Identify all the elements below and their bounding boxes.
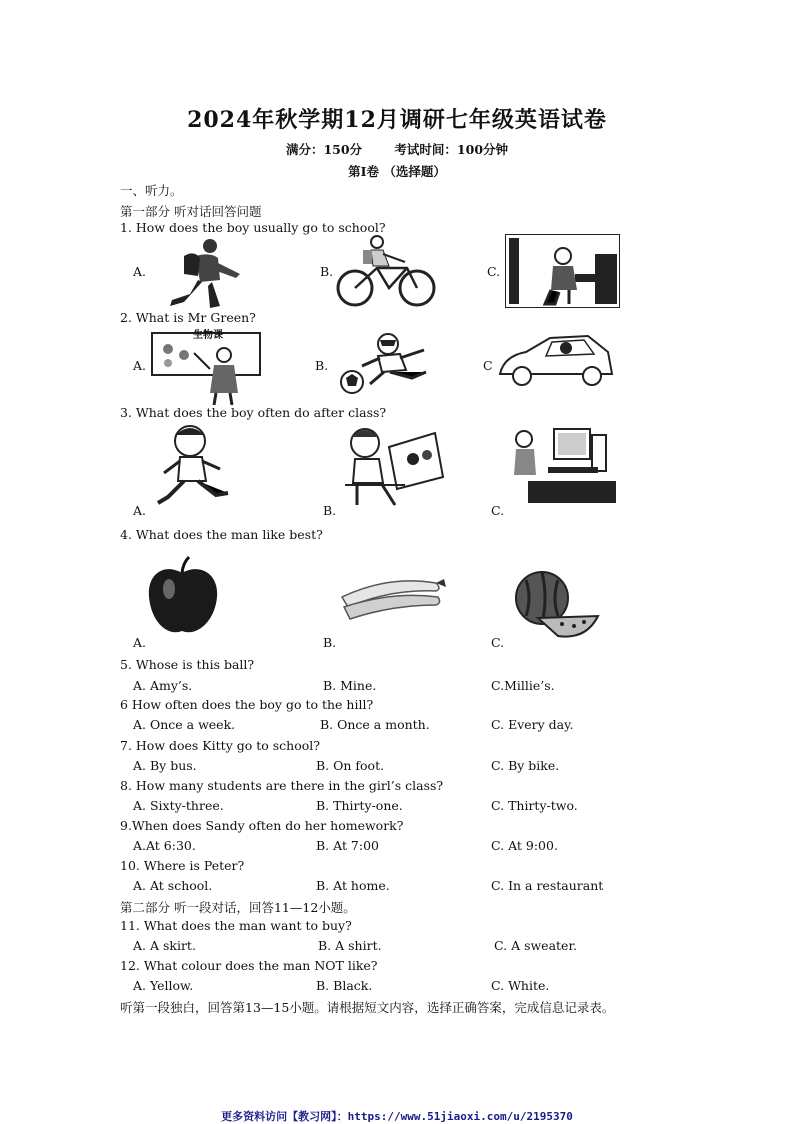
exam-meta: [0, 140, 794, 158]
q8-text: 8. How many students are there in the girl’s class?: [120, 778, 444, 793]
q2-option-a: A.: [133, 358, 147, 373]
page-title: 2024年秋学期12月调研七年级英语试卷: [187, 107, 607, 133]
q10-text: 10. Where is Peter?: [120, 858, 245, 873]
q6-option-a: A. Once a week.: [133, 717, 236, 732]
part1-heading: 第一部分 听对话回答问题: [120, 204, 262, 219]
q5-text: 5. Whose is this ball?: [120, 657, 255, 672]
q3-option-b: B.: [323, 503, 337, 518]
q11-option-c: C. A sweater.: [494, 938, 578, 953]
driver-car-icon: [496, 330, 614, 392]
monologue-instruction: 听第一段独白，回答第13—15小题。请根据短文内容，选择正确答案，完成信息记录表。: [120, 1000, 615, 1015]
computer-boy-icon: [508, 425, 618, 505]
q11-option-a: A. A skirt.: [133, 938, 196, 953]
q7-option-b: B. On foot.: [316, 758, 385, 773]
q5-option-c: C.Millie’s.: [491, 678, 555, 693]
soccer-boy-icon: [332, 328, 442, 396]
q1-option-b: B.: [320, 264, 334, 279]
q3-option-a: A.: [133, 503, 147, 518]
blackboard-label: 生物课: [193, 330, 223, 341]
q2-option-b: B.: [315, 358, 329, 373]
q3-option-c: C.: [491, 503, 505, 518]
q4-option-a: A.: [133, 635, 147, 650]
q12-option-a: A. Yellow.: [133, 978, 194, 993]
watermelon-icon: [512, 570, 602, 640]
section-heading: 一、听力。: [120, 183, 183, 198]
q6-option-b: B. Once a month.: [320, 717, 430, 732]
q6-option-c: C. Every day.: [491, 717, 574, 732]
q4-option-b: B.: [323, 635, 337, 650]
q1-text: 1. How does the boy usually go to school?: [120, 220, 386, 235]
q9-option-c: C. At 9:00.: [491, 838, 558, 853]
bicycle-boy-icon: [333, 234, 443, 308]
q10-option-b: B. At home.: [316, 878, 390, 893]
q12-text: 12. What colour does the man NOT like?: [120, 958, 378, 973]
q4-option-c: C.: [491, 635, 505, 650]
q7-option-a: A. By bus.: [133, 758, 197, 773]
q10-option-c: C. In a restaurant: [491, 878, 604, 893]
footer-link[interactable]: 更多资料访问【教习网】：https://www.51jiaoxi.com/u/2195370: [221, 1110, 573, 1123]
q2-text: 2. What is Mr Green?: [120, 310, 256, 325]
banana-icon: [338, 567, 448, 627]
q5-option-b: B. Mine.: [323, 678, 377, 693]
running-boy-icon: [150, 423, 240, 513]
q12-option-c: C. White.: [491, 978, 550, 993]
q2-option-c: C: [483, 358, 493, 373]
q8-option-c: C. Thirty-two.: [491, 798, 578, 813]
apple-icon: [145, 555, 220, 640]
q9-option-a: A.At 6:30.: [133, 838, 196, 853]
q11-option-b: B. A shirt.: [318, 938, 382, 953]
q8-option-a: A. Sixty-three.: [133, 798, 224, 813]
q1-option-a: A.: [133, 264, 147, 279]
q4-text: 4. What does the man like best?: [120, 527, 323, 542]
q7-option-c: C. By bike.: [491, 758, 560, 773]
reading-boy-icon: [335, 423, 450, 508]
full-score: 满分：150分: [285, 142, 363, 157]
q7-text: 7. How does Kitty go to school?: [120, 738, 320, 753]
q10-option-a: A. At school.: [133, 878, 213, 893]
exam-time: 考试时间：100分钟: [394, 142, 509, 157]
part2-heading: 第二部分 听一段对话，回答11—12小题。: [120, 900, 356, 915]
q9-text: 9.When does Sandy often do her homework?: [120, 818, 404, 833]
q8-option-b: B. Thirty-one.: [316, 798, 403, 813]
volume-label: 第Ⅰ卷 （选择题）: [348, 164, 446, 179]
q5-option-a: A. Amy’s.: [133, 678, 193, 693]
bus-passenger-icon: [505, 234, 620, 308]
q3-text: 3. What does the boy often do after class?: [120, 405, 387, 420]
walking-man-icon: [148, 236, 248, 310]
q1-option-c: C.: [487, 264, 501, 279]
q11-text: 11. What does the man want to buy?: [120, 918, 352, 933]
q6-text: 6 How often does the boy go to the hill?: [120, 697, 374, 712]
q9-option-b: B. At 7:00: [316, 838, 380, 853]
q12-option-b: B. Black.: [316, 978, 373, 993]
